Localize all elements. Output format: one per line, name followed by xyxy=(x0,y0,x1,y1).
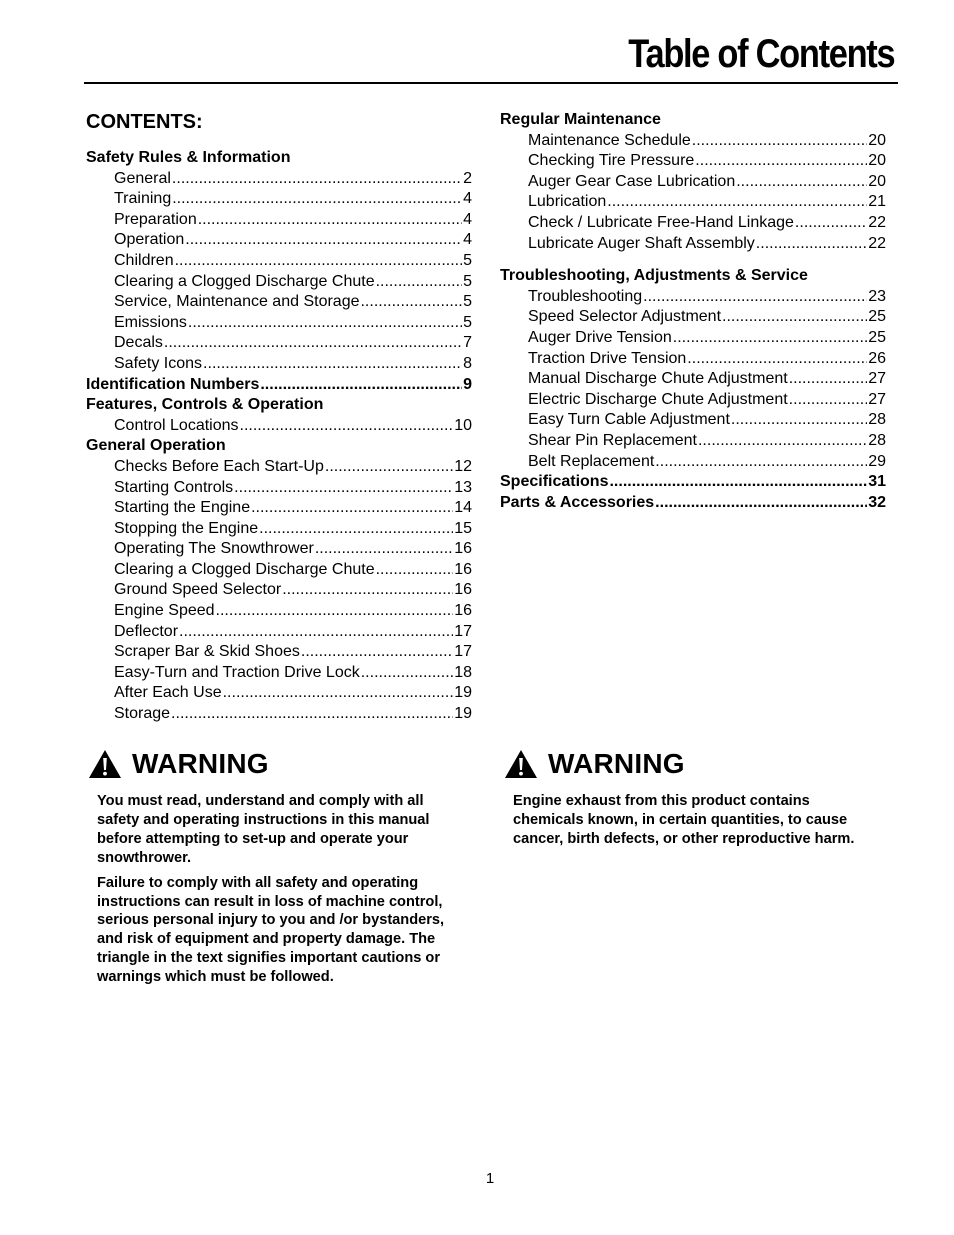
toc-page-number: 20 xyxy=(868,131,886,149)
toc-entry[interactable] xyxy=(500,307,886,328)
toc-page-number: 5 xyxy=(463,272,472,290)
toc-entry-label: Easy-Turn and Traction Drive Lock xyxy=(114,663,360,681)
dot-leader xyxy=(185,230,462,251)
toc-section-heading: Regular Maintenance xyxy=(500,111,661,128)
toc-entry[interactable] xyxy=(500,213,886,234)
toc-page-number: 2 xyxy=(463,169,472,187)
warning-triangle-icon xyxy=(88,749,122,779)
toc-entry-label: Troubleshooting xyxy=(528,287,643,305)
toc-page-number: 17 xyxy=(454,643,472,661)
toc-page-number: 4 xyxy=(463,231,472,249)
toc-page-number: 16 xyxy=(454,560,472,578)
toc-right-column xyxy=(500,110,886,513)
dot-leader xyxy=(172,189,462,210)
toc-page-number: 19 xyxy=(454,684,472,702)
toc-entry-label: Clearing a Clogged Discharge Chute xyxy=(114,560,375,578)
toc-page-number: 13 xyxy=(454,478,472,496)
toc-page-number: 9 xyxy=(463,375,472,393)
toc-entry-label: Parts & Accessories xyxy=(500,493,655,511)
warning-triangle-icon xyxy=(504,749,538,779)
warning-box-safety xyxy=(86,746,466,993)
dot-leader xyxy=(695,151,867,172)
toc-entry-label: After Each Use xyxy=(114,684,222,702)
dot-leader xyxy=(188,313,462,334)
toc-page-number: 19 xyxy=(454,705,472,723)
toc-entry[interactable] xyxy=(86,622,472,643)
toc-page-number: 29 xyxy=(868,452,886,470)
dot-leader xyxy=(203,354,462,375)
dot-leader xyxy=(609,472,867,493)
toc-entry-label: Auger Drive Tension xyxy=(528,328,672,346)
toc-entry[interactable] xyxy=(86,642,472,663)
toc-section-heading: General Operation xyxy=(86,437,226,455)
toc-section-heading: Safety Rules & Information xyxy=(86,149,291,166)
toc-page-number: 18 xyxy=(454,663,472,681)
toc-page-number: 5 xyxy=(463,313,472,331)
toc-entry-label: Service, Maintenance and Storage xyxy=(114,293,360,311)
toc-entry-label: Safety Icons xyxy=(114,354,203,372)
toc-entry-label: Control Locations xyxy=(114,416,239,434)
toc-page-number: 12 xyxy=(454,457,472,475)
toc-page-number: 5 xyxy=(463,293,472,311)
toc-entry-label: Preparation xyxy=(114,210,197,228)
toc-entry-label: Speed Selector Adjustment xyxy=(528,308,722,326)
dot-leader xyxy=(171,704,453,725)
toc-page-number: 27 xyxy=(868,370,886,388)
toc-page-number: 20 xyxy=(868,152,886,170)
toc-entry[interactable] xyxy=(86,601,472,622)
toc-page-number: 14 xyxy=(454,499,472,517)
warning-paragraph: Failure to comply with all safety and operating instructions can result in loss of machine control, serious personal injury to you and /or bystanders, and risk of equipment and property damage. The triangle in the text signifies important cautions or warnings which must be followed. xyxy=(97,874,445,986)
dot-leader xyxy=(360,292,462,313)
toc-entry[interactable] xyxy=(500,390,886,411)
toc-entry-label: Check / Lubricate Free-Hand Linkage xyxy=(528,213,794,231)
warning-paragraph: You must read, understand and comply with all safety and operating instructions in this manual before attempting to set-up and operate your snowthrower. xyxy=(97,793,430,866)
toc-entry-label: Storage xyxy=(114,705,171,723)
toc-page-number: 22 xyxy=(868,213,886,231)
toc-entry-label: General xyxy=(114,169,171,187)
toc-page-number: 31 xyxy=(868,473,886,491)
warning-body xyxy=(513,792,882,849)
dot-leader xyxy=(736,172,867,193)
dot-leader xyxy=(643,287,867,308)
toc-entry-label: Specifications xyxy=(500,473,609,491)
dot-leader xyxy=(756,234,867,255)
toc-entry-label: Maintenance Schedule xyxy=(528,131,691,149)
toc-entry[interactable] xyxy=(500,287,886,308)
toc-page-number: 28 xyxy=(868,431,886,449)
toc-entry-label: Lubrication xyxy=(528,193,607,211)
toc-entry-label: Belt Replacement xyxy=(528,452,655,470)
toc-entry[interactable] xyxy=(500,452,886,473)
toc-entry[interactable] xyxy=(86,333,472,354)
toc-section-heading: Troubleshooting, Adjustments & Service xyxy=(500,267,808,285)
toc-page-number: 15 xyxy=(454,519,472,537)
toc-page-number: 16 xyxy=(454,602,472,620)
toc-entry[interactable] xyxy=(86,704,472,725)
dot-leader xyxy=(234,478,453,499)
toc-entry[interactable] xyxy=(86,189,472,210)
dot-leader xyxy=(698,431,867,452)
toc-entry[interactable] xyxy=(86,478,472,499)
dot-leader xyxy=(179,622,453,643)
dot-leader xyxy=(198,210,462,231)
toc-page-number: 4 xyxy=(463,210,472,228)
toc-entry[interactable] xyxy=(86,498,472,519)
toc-entry-label: Easy Turn Cable Adjustment xyxy=(528,411,730,429)
dot-leader xyxy=(223,683,454,704)
dot-leader xyxy=(251,498,453,519)
toc-entry[interactable] xyxy=(86,210,472,231)
toc-entry[interactable] xyxy=(500,131,886,152)
toc-entry-label: Engine Speed xyxy=(114,602,215,620)
dot-leader xyxy=(260,375,462,396)
toc-section-heading: Features, Controls & Operation xyxy=(86,396,324,414)
toc-entry-label: Checking Tire Pressure xyxy=(528,152,695,170)
toc-page-number: 25 xyxy=(868,328,886,346)
toc-page-number: 26 xyxy=(868,349,886,367)
toc-page-number: 27 xyxy=(868,390,886,408)
title-rule xyxy=(84,82,898,84)
toc-entry-label: Training xyxy=(114,190,172,208)
dot-leader xyxy=(655,493,867,514)
dot-leader xyxy=(216,601,454,622)
toc-entry-label: Children xyxy=(114,251,174,269)
toc-entry-label: Operation xyxy=(114,231,185,249)
dot-leader xyxy=(655,452,867,473)
toc-entry[interactable] xyxy=(500,431,886,452)
toc-entry[interactable] xyxy=(86,560,472,581)
toc-left-list xyxy=(86,148,472,725)
toc-entry[interactable] xyxy=(86,354,472,375)
dot-leader xyxy=(259,519,453,540)
toc-entry-label: Manual Discharge Chute Adjustment xyxy=(528,370,788,388)
toc-entry-label: Starting the Engine xyxy=(114,499,251,517)
toc-page-number: 22 xyxy=(868,234,886,252)
dot-leader xyxy=(722,307,867,328)
toc-entry-label: Stopping the Engine xyxy=(114,519,259,537)
warning-title: WARNING xyxy=(548,748,685,779)
toc-entry[interactable] xyxy=(500,172,886,193)
toc-page-number: 21 xyxy=(868,193,886,211)
dot-leader xyxy=(240,416,454,437)
toc-entry-label: Traction Drive Tension xyxy=(528,349,687,367)
dot-leader xyxy=(789,369,868,390)
toc-entry[interactable] xyxy=(500,192,886,213)
dot-leader xyxy=(361,663,453,684)
warning-body xyxy=(97,792,466,987)
toc-entry-label: Checks Before Each Start-Up xyxy=(114,457,324,475)
toc-page-number: 28 xyxy=(868,411,886,429)
toc-entry-label: Starting Controls xyxy=(114,478,234,496)
toc-entry-label: Auger Gear Case Lubrication xyxy=(528,172,736,190)
toc-entry-label: Electric Discharge Chute Adjustment xyxy=(528,390,788,408)
dot-leader xyxy=(687,349,867,370)
toc-entry[interactable] xyxy=(500,410,886,431)
dot-leader xyxy=(731,410,867,431)
toc-left-column xyxy=(86,108,472,725)
toc-page-number: 8 xyxy=(463,354,472,372)
toc-page-number: 32 xyxy=(868,493,886,511)
toc-page-number: 23 xyxy=(868,287,886,305)
toc-main-entry[interactable] xyxy=(500,493,886,514)
toc-entry-label: Ground Speed Selector xyxy=(114,581,282,599)
dot-leader xyxy=(376,272,463,293)
dot-leader xyxy=(325,457,453,478)
toc-entry-label: Lubricate Auger Shaft Assembly xyxy=(528,234,755,252)
toc-entry-label: Operating The Snowthrower xyxy=(114,540,314,558)
warning-header xyxy=(86,746,466,782)
page-title: Table of Contents xyxy=(627,32,894,76)
toc-spacer xyxy=(500,254,886,266)
toc-entry[interactable] xyxy=(500,234,886,255)
toc-entry[interactable] xyxy=(86,272,472,293)
warning-paragraph: Engine exhaust from this product contains chemicals known, in certain quantities, to cause cancer, birth defects, or other reproductive harm. xyxy=(513,793,855,847)
toc-right-list xyxy=(500,110,886,513)
contents-heading: CONTENTS: xyxy=(86,111,203,133)
toc-entry[interactable] xyxy=(500,349,886,370)
toc-entry-label: Identification Numbers xyxy=(86,375,260,393)
toc-entry[interactable] xyxy=(500,151,886,172)
dot-leader xyxy=(376,560,454,581)
toc-page-number: 17 xyxy=(454,622,472,640)
dot-leader xyxy=(301,642,453,663)
toc-entry[interactable] xyxy=(86,169,472,190)
toc-entry-label: Decals xyxy=(114,334,163,352)
dot-leader xyxy=(175,251,463,272)
toc-entry[interactable] xyxy=(86,683,472,704)
toc-entry[interactable] xyxy=(500,369,886,390)
toc-entry-label: Emissions xyxy=(114,313,187,331)
toc-page-number: 16 xyxy=(454,540,472,558)
toc-main-entry[interactable] xyxy=(500,472,886,493)
dot-leader xyxy=(172,169,462,190)
dot-leader xyxy=(607,192,867,213)
toc-entry[interactable] xyxy=(86,292,472,313)
toc-page-number: 7 xyxy=(463,334,472,352)
toc-page-number: 10 xyxy=(454,416,472,434)
toc-entry[interactable] xyxy=(86,230,472,251)
toc-page-number: 16 xyxy=(454,581,472,599)
dot-leader xyxy=(789,390,868,411)
toc-entry[interactable] xyxy=(86,251,472,272)
toc-entry[interactable] xyxy=(86,313,472,334)
toc-entry[interactable] xyxy=(86,519,472,540)
warning-header xyxy=(502,746,882,782)
toc-entry[interactable] xyxy=(86,580,472,601)
dot-leader xyxy=(164,333,462,354)
toc-page-number: 25 xyxy=(868,308,886,326)
toc-main-entry[interactable] xyxy=(86,375,472,396)
toc-page-number: 5 xyxy=(463,251,472,269)
warning-title: WARNING xyxy=(132,748,269,779)
dot-leader xyxy=(282,580,453,601)
page-number: 1 xyxy=(485,1170,495,1187)
toc-page-number: 4 xyxy=(463,190,472,208)
toc-entry[interactable] xyxy=(500,328,886,349)
toc-entry[interactable] xyxy=(86,539,472,560)
toc-entry-label: Clearing a Clogged Discharge Chute xyxy=(114,272,375,290)
toc-entry[interactable] xyxy=(86,457,472,478)
toc-entry-label: Shear Pin Replacement xyxy=(528,431,697,449)
toc-entry[interactable] xyxy=(86,416,472,437)
dot-leader xyxy=(692,131,867,152)
toc-entry-label: Scraper Bar & Skid Shoes xyxy=(114,643,300,661)
dot-leader xyxy=(795,213,867,234)
toc-page-number: 20 xyxy=(868,172,886,190)
dot-leader xyxy=(315,539,453,560)
warning-box-exhaust xyxy=(502,746,882,855)
dot-leader xyxy=(673,328,867,349)
toc-entry-label: Deflector xyxy=(114,622,179,640)
toc-entry[interactable] xyxy=(86,663,472,684)
